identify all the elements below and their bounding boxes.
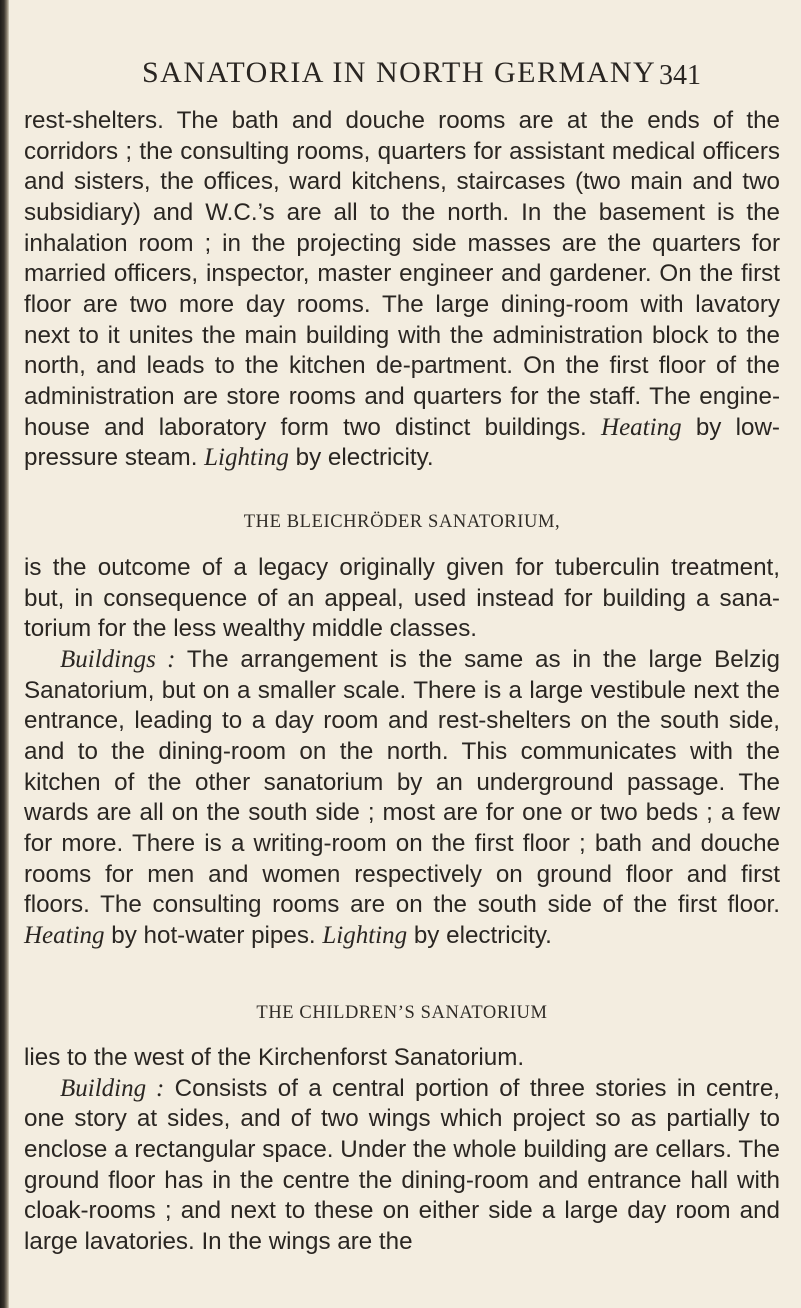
binding-edge bbox=[0, 0, 9, 1308]
section-bleichroder-intro: is the outcome of a legacy originally given for tuberculin treatment, but, in consequence of an appeal, used instead for building a sana-torium for the less wealthy middle classes. bbox=[24, 554, 780, 643]
building-label: Building : bbox=[60, 1074, 165, 1102]
buildings-label: Buildings : bbox=[60, 645, 176, 673]
heating-text: by hot-water pipes. bbox=[111, 921, 316, 949]
paragraph-1-text: rest-shelters. The bath and douche rooms are at the ends of the corridors ; the consulting rooms, quarters for assistant medical officers and sisters, the offices, ward kitchens, staircases (two main and two subsidiary) and W.C.’s are all to the north. In the basement is the inhalation room ; in the projecting side masses are the quarters for married officers, inspector, master engineer and gardener. On the first floor are two more day rooms. The large dining-room with lavatory next to it unites the main building with the administration block to the north, and leads to the kitchen de-partment. On the first floor of the administration are store rooms and quarters for the staff. The engine-house and laboratory form two distinct buildings. bbox=[24, 107, 780, 441]
section-childrens-body bbox=[24, 1043, 780, 1258]
lighting-label: Lighting bbox=[204, 444, 289, 472]
heating-label: Heating bbox=[24, 921, 105, 949]
heating-label: Heating bbox=[601, 413, 682, 441]
heating-text: by low-pressure steam. bbox=[24, 413, 780, 472]
running-title: SANATORIA IN NORTH GERMANY bbox=[142, 56, 657, 89]
running-head bbox=[0, 56, 801, 96]
lighting-text: by electricity. bbox=[295, 444, 434, 472]
section-heading-bleichroder: THE BLEICHRÖDER SANATORIUM, bbox=[243, 512, 561, 532]
paragraph-1 bbox=[24, 106, 780, 474]
lighting-text: by electricity. bbox=[413, 921, 552, 949]
section-childrens-intro: lies to the west of the Kirchenforst Sanatorium. bbox=[24, 1044, 525, 1071]
buildings-text: The arrangement is the same as in the large Belzig Sanatorium, but on a smaller scale. There is a large vestibule next the entrance, leading to a day room and rest-shelters on the south side, and to the dining-room on the north. This communicates with the kitchen of the other sanatorium by an underground passage. The wards are all on the south side ; most are for one or two beds ; a few for more. There is a writing-room on the first floor ; bath and douche rooms for men and women respectively on ground floor and first floors. The consulting rooms are on the south side of the first floor. bbox=[24, 645, 780, 919]
section-childrens-building bbox=[24, 1074, 780, 1258]
section-bleichroder-buildings bbox=[24, 645, 780, 952]
lighting-label: Lighting bbox=[322, 921, 408, 949]
building-text: Consists of a central portion of three stories in centre, one story at sides, and of two wings which project so as partially to enclose a rectangular space. Under the whole building are cellars. The ground floor has in the centre the dining-room and entrance hall with cloak-rooms ; and next to these on either side a large day room and large lavatories. In the wings are the bbox=[24, 1074, 780, 1255]
section-bleichroder-body bbox=[24, 553, 780, 952]
section-heading-childrens: THE CHILDREN’S SANATORIUM bbox=[256, 1003, 548, 1023]
page-number: 341 bbox=[659, 60, 701, 91]
